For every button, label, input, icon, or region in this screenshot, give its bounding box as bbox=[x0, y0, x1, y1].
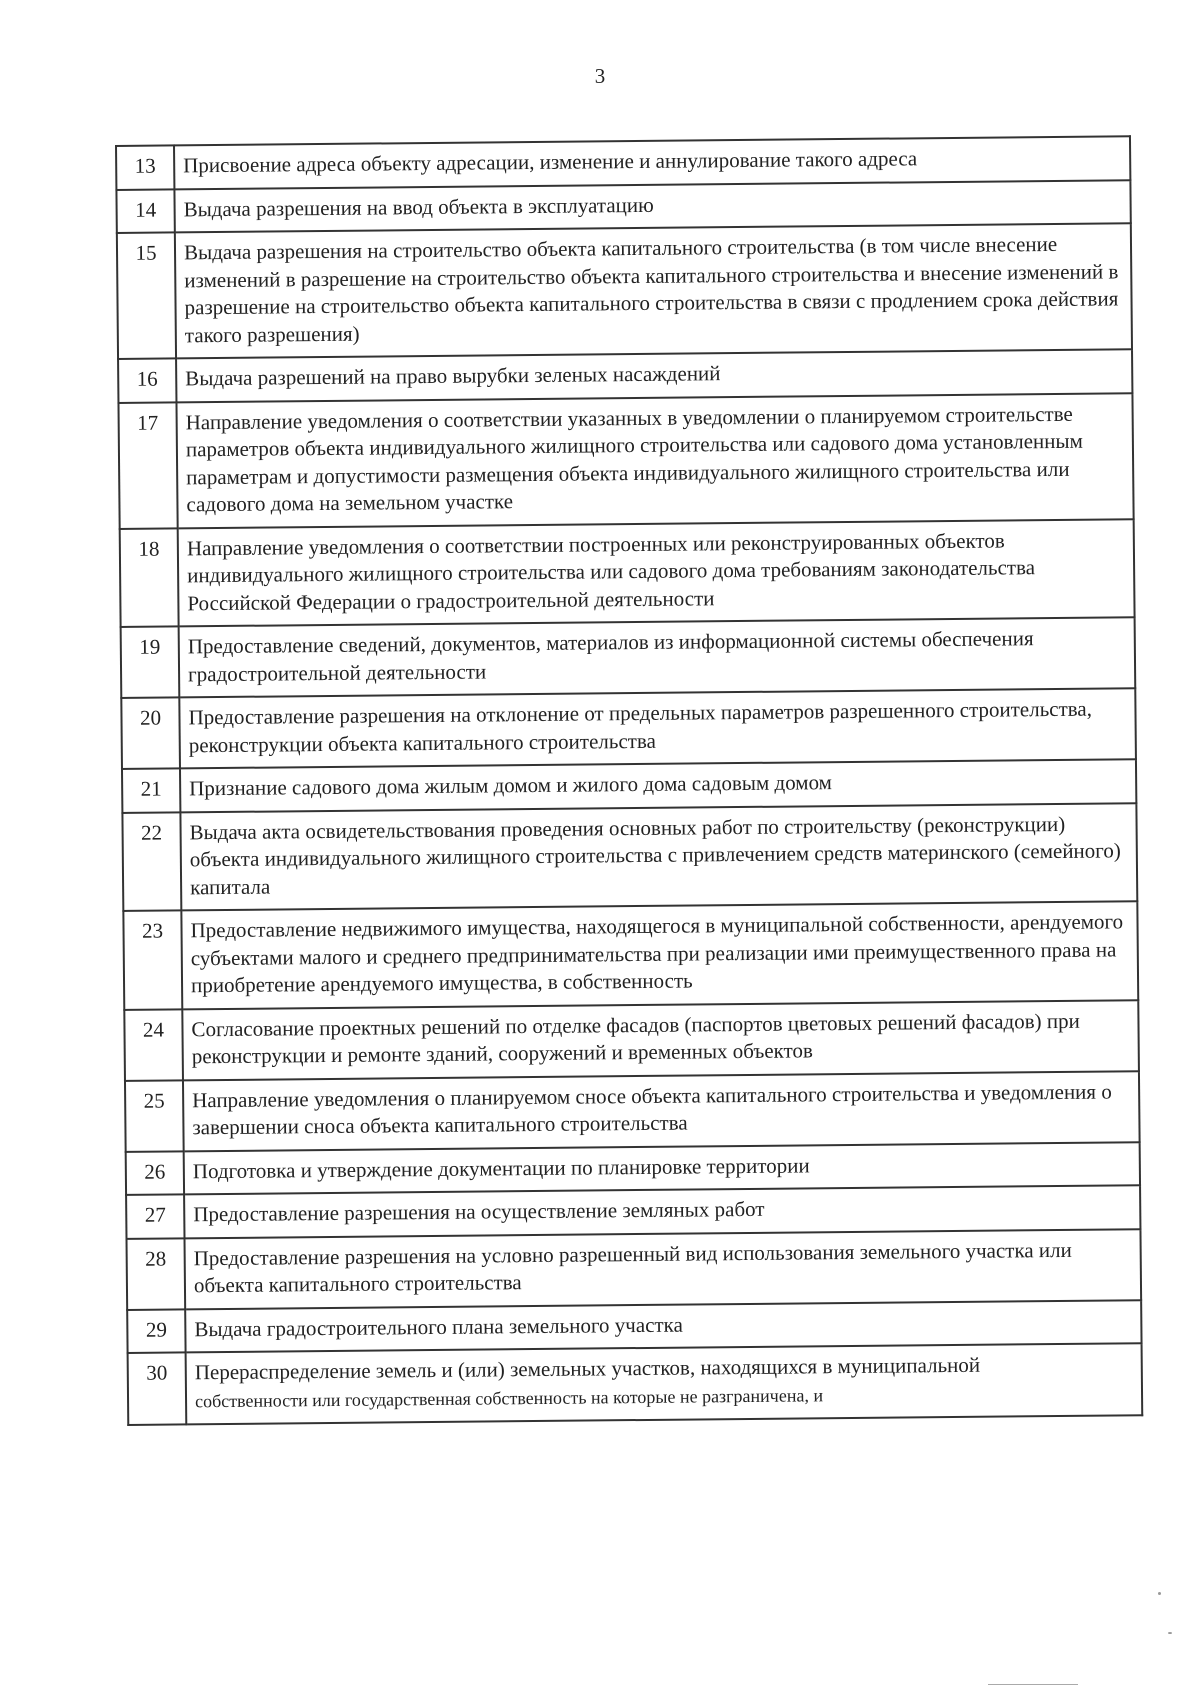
row-number: 15 bbox=[117, 232, 176, 359]
scan-speck bbox=[1168, 1632, 1172, 1634]
service-name: Направление уведомления о соответствии указанных в уведомлении о планируемом строительстве параметров объекта индивидуального жилищного строительства или садового дома установленным параметрам и допустимости размещения объекта индивидуального жилищного строительства или садового дома на земельном участке bbox=[176, 393, 1133, 528]
row-number: 26 bbox=[126, 1151, 184, 1195]
service-name: Выдача разрешения на строительство объекта капитального строительства (в том числе внесение изменений в разрешение на строительство объекта капитального строительства и внесение изменений в разрешение на строительство объекта капитального строительства в связи с продлением срока действия такого разрешения) bbox=[175, 223, 1132, 358]
table-row bbox=[122, 803, 1137, 911]
service-name: Выдача акта освидетельствования проведения основных работ по строительству (реконструкции) объекта индивидуального жилищного строительства с привлечением средств материнского (семейного) капитала bbox=[180, 803, 1137, 911]
service-name: Присвоение адреса объекту адресации, изменение и аннулирование такого адреса bbox=[174, 136, 1130, 189]
row-number: 30 bbox=[128, 1352, 187, 1425]
row-number: 18 bbox=[120, 528, 179, 627]
services-table bbox=[115, 135, 1143, 1426]
service-name: Предоставление разрешения на условно разрешенный вид использования земельного участка или объекта капитального строительства bbox=[184, 1229, 1141, 1309]
page-number: 3 bbox=[594, 64, 606, 88]
service-name: Выдача разрешений на право вырубки зеленых насаждений bbox=[176, 349, 1132, 402]
row-number: 16 bbox=[118, 358, 176, 402]
service-name: Предоставление разрешения на осуществление земляных работ bbox=[184, 1185, 1140, 1238]
table-row bbox=[121, 617, 1136, 698]
row-number: 23 bbox=[123, 910, 182, 1009]
row-number: 28 bbox=[126, 1238, 185, 1310]
row-number: 17 bbox=[118, 402, 177, 529]
table-row bbox=[123, 901, 1138, 1009]
scan-mark bbox=[988, 1684, 1078, 1685]
table-row bbox=[117, 223, 1132, 359]
table-row bbox=[125, 1071, 1140, 1152]
service-name: Направление уведомления о планируемом сносе объекта капитального строительства и уведомления о завершении сноса объекта капитального строительства bbox=[183, 1071, 1140, 1151]
service-name: Признание садового дома жилым домом и жилого дома садовым домом bbox=[180, 759, 1136, 812]
row-number: 19 bbox=[121, 626, 180, 698]
table-row bbox=[128, 1343, 1143, 1425]
row-number: 27 bbox=[126, 1194, 184, 1238]
service-name: Направление уведомления о соответствии построенных или реконструированных объектов индивидуального жилищного строительства или садового дома требованиям законодательства Российской Федерации о градостроительной деятельности bbox=[178, 519, 1135, 627]
service-name-continued: собственности или государственная собственность на которые не разграничена, и bbox=[194, 1384, 824, 1411]
service-name: Предоставление недвижимого имущества, находящегося в муниципальной собственности, арендуемого субъектами малого и среднего предпринимательства при реализации ими преимущественного права на приобретение арендуемого имущества, в собственность bbox=[181, 901, 1138, 1009]
service-name: Выдача разрешения на ввод объекта в эксплуатацию bbox=[174, 180, 1130, 233]
table-row bbox=[121, 688, 1136, 769]
row-number: 21 bbox=[122, 768, 180, 812]
row-number: 25 bbox=[125, 1080, 184, 1152]
row-number: 14 bbox=[116, 189, 174, 233]
service-name: Перераспределение земель и (или) земельных участков, находящихся в муниципальной bbox=[194, 1352, 981, 1385]
service-name: Выдача градостроительного плана земельного участка bbox=[185, 1300, 1141, 1353]
service-name: Предоставление сведений, документов, материалов из информационной системы обеспечения градостроительной деятельности bbox=[179, 617, 1136, 697]
row-number: 24 bbox=[124, 1009, 183, 1081]
table-row bbox=[124, 1000, 1139, 1081]
table-row bbox=[126, 1229, 1141, 1310]
service-name-cell bbox=[186, 1343, 1143, 1424]
service-name: Подготовка и утверждение документации по планировке территории bbox=[184, 1142, 1140, 1195]
scan-speck bbox=[1158, 1592, 1161, 1595]
row-number: 29 bbox=[127, 1309, 185, 1353]
table-row bbox=[118, 393, 1133, 529]
row-number: 22 bbox=[122, 812, 181, 911]
service-name: Предоставление разрешения на отклонение от предельных параметров разрешенного строительства, реконструкции объекта капитального строительства bbox=[179, 688, 1136, 768]
row-number: 20 bbox=[121, 697, 180, 769]
service-name: Согласование проектных решений по отделке фасадов (паспортов цветовых решений фасадов) при реконструкции и ремонте зданий, сооружений и временных объектов bbox=[182, 1000, 1139, 1080]
row-number: 13 bbox=[116, 145, 174, 189]
table-row bbox=[120, 519, 1135, 627]
